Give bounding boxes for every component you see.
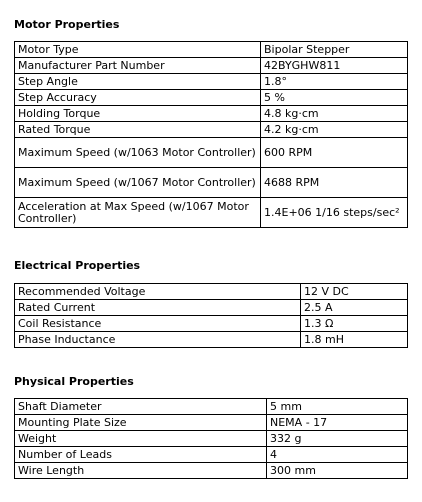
number-of-leads-label: Number of Leads [15,447,267,463]
weight-value: 332 g [267,431,408,447]
table-row [15,463,408,479]
phase-inductance-value: 1.8 mH [301,332,408,348]
shaft-diameter-value: 5 mm [267,399,408,415]
table-row [15,415,408,431]
max-speed-1063-value: 600 RPM [261,138,408,168]
rated-current-label: Rated Current [15,300,301,316]
max-speed-1067-value: 4688 RPM [261,168,408,198]
table-row [15,447,408,463]
wire-length-value: 300 mm [267,463,408,479]
holding-torque-value: 4.8 kg·cm [261,106,408,122]
table-row [15,138,408,168]
holding-torque-label: Holding Torque [15,106,261,122]
mounting-plate-value: NEMA - 17 [267,415,408,431]
table-row [15,74,408,90]
table-row [15,431,408,447]
weight-label: Weight [15,431,267,447]
table-row [15,122,408,138]
electrical-properties-title: Electrical Properties [14,259,141,272]
physical-properties-title: Physical Properties [14,375,134,388]
max-speed-1067-label: Maximum Speed (w/1067 Motor Controller) [15,168,261,198]
table-row [15,198,408,228]
step-accuracy-value: 5 % [261,90,408,106]
step-angle-value: 1.8° [261,74,408,90]
physical-properties-table [14,398,408,479]
rated-current-value: 2.5 A [301,300,408,316]
acceleration-label: Acceleration at Max Speed (w/1067 Motor Controller) [15,198,261,228]
table-row [15,106,408,122]
recommended-voltage-label: Recommended Voltage [15,284,301,300]
rated-torque-value: 4.2 kg·cm [261,122,408,138]
phase-inductance-label: Phase Inductance [15,332,301,348]
motor-type-value: Bipolar Stepper [261,42,408,58]
step-accuracy-label: Step Accuracy [15,90,261,106]
motor-type-label: Motor Type [15,42,261,58]
coil-resistance-label: Coil Resistance [15,316,301,332]
table-row [15,332,408,348]
motor-properties-table [14,41,408,228]
table-row [15,168,408,198]
rated-torque-label: Rated Torque [15,122,261,138]
electrical-properties-table [14,283,408,348]
shaft-diameter-label: Shaft Diameter [15,399,267,415]
motor-properties-title: Motor Properties [14,18,120,31]
table-row [15,58,408,74]
number-of-leads-value: 4 [267,447,408,463]
part-number-label: Manufacturer Part Number [15,58,261,74]
recommended-voltage-value: 12 V DC [301,284,408,300]
table-row [15,42,408,58]
acceleration-value: 1.4E+06 1/16 steps/sec² [261,198,408,228]
table-row [15,284,408,300]
table-row [15,399,408,415]
max-speed-1063-label: Maximum Speed (w/1063 Motor Controller) [15,138,261,168]
table-row [15,90,408,106]
table-row [15,316,408,332]
table-row [15,300,408,316]
part-number-value: 42BYGHW811 [261,58,408,74]
step-angle-label: Step Angle [15,74,261,90]
coil-resistance-value: 1.3 Ω [301,316,408,332]
wire-length-label: Wire Length [15,463,267,479]
mounting-plate-label: Mounting Plate Size [15,415,267,431]
